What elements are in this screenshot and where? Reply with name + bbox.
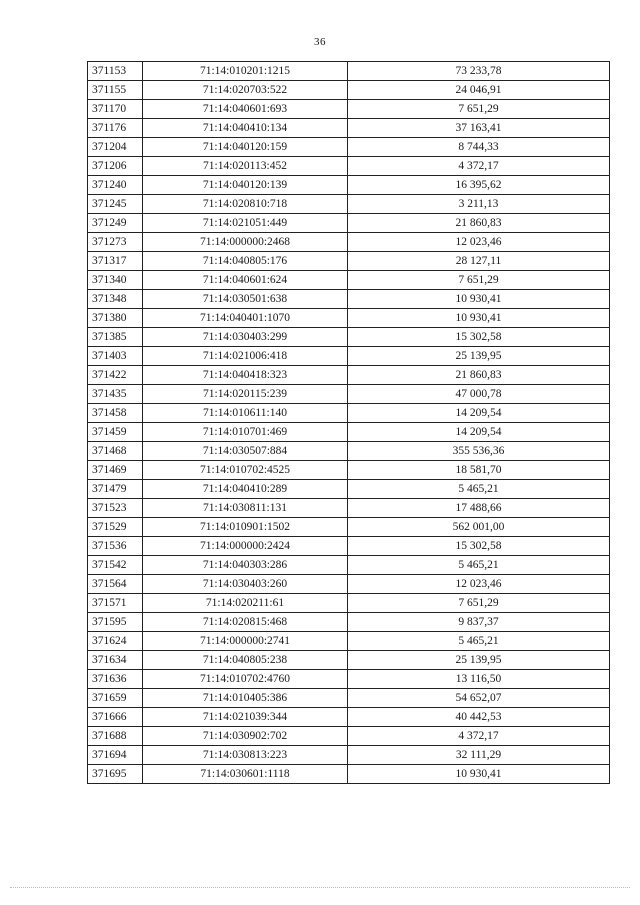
table-row [88,442,610,461]
amount-cell: 10 930,41 [348,309,610,328]
record-number-cell: 371403 [88,347,143,366]
record-number-cell: 371204 [88,138,143,157]
record-number-cell: 371459 [88,423,143,442]
amount-cell: 3 211,13 [348,195,610,214]
table-row [88,765,610,784]
record-number-cell: 371245 [88,195,143,214]
cadastral-number-cell: 71:14:040601:693 [143,100,348,119]
table-row [88,423,610,442]
cadastral-number-cell: 71:14:040410:289 [143,480,348,499]
record-number-cell: 371155 [88,81,143,100]
amount-cell: 12 023,46 [348,233,610,252]
cadastral-number-cell: 71:14:030813:223 [143,746,348,765]
record-number-cell: 371536 [88,537,143,556]
amount-cell: 32 111,29 [348,746,610,765]
table-row [88,176,610,195]
table-row [88,499,610,518]
amount-cell: 18 581,70 [348,461,610,480]
table-row [88,252,610,271]
cadastral-number-cell: 71:14:010201:1215 [143,62,348,81]
record-number-cell: 371468 [88,442,143,461]
record-number-cell: 371249 [88,214,143,233]
cadastral-number-cell: 71:14:000000:2468 [143,233,348,252]
record-number-cell: 371571 [88,594,143,613]
table-row [88,385,610,404]
amount-cell: 14 209,54 [348,423,610,442]
cadastral-number-cell: 71:14:030403:260 [143,575,348,594]
record-number-cell: 371469 [88,461,143,480]
table-row [88,290,610,309]
amount-cell: 4 372,17 [348,157,610,176]
cadastral-number-cell: 71:14:040410:134 [143,119,348,138]
cadastral-number-cell: 71:14:021006:418 [143,347,348,366]
table-row [88,708,610,727]
cadastral-number-cell: 71:14:020703:522 [143,81,348,100]
cadastral-number-cell: 71:14:010611:140 [143,404,348,423]
table-row [88,689,610,708]
cadastral-number-cell: 71:14:020815:468 [143,613,348,632]
record-number-cell: 371435 [88,385,143,404]
record-number-cell: 371422 [88,366,143,385]
table-row [88,461,610,480]
record-number-cell: 371176 [88,119,143,138]
record-number-cell: 371523 [88,499,143,518]
amount-cell: 15 302,58 [348,537,610,556]
amount-cell: 9 837,37 [348,613,610,632]
record-number-cell: 371542 [88,556,143,575]
cadastral-number-cell: 71:14:010901:1502 [143,518,348,537]
amount-cell: 37 163,41 [348,119,610,138]
record-number-cell: 371636 [88,670,143,689]
record-number-cell: 371479 [88,480,143,499]
record-number-cell: 371206 [88,157,143,176]
record-number-cell: 371595 [88,613,143,632]
amount-cell: 28 127,11 [348,252,610,271]
record-number-cell: 371695 [88,765,143,784]
cadastral-number-cell: 71:14:000000:2741 [143,632,348,651]
record-number-cell: 371340 [88,271,143,290]
amount-cell: 5 465,21 [348,556,610,575]
amount-cell: 7 651,29 [348,594,610,613]
amount-cell: 16 395,62 [348,176,610,195]
cadastral-number-cell: 71:14:040303:286 [143,556,348,575]
cadastral-number-cell: 71:14:020115:239 [143,385,348,404]
table-row [88,81,610,100]
amount-cell: 21 860,83 [348,214,610,233]
table-row [88,518,610,537]
cadastral-number-cell: 71:14:030507:884 [143,442,348,461]
record-number-cell: 371634 [88,651,143,670]
amount-cell: 10 930,41 [348,290,610,309]
table-row [88,613,610,632]
cadastral-number-cell: 71:14:030501:638 [143,290,348,309]
amount-cell: 47 000,78 [348,385,610,404]
amount-cell: 5 465,21 [348,632,610,651]
table-row [88,100,610,119]
table-row [88,575,610,594]
cadastral-number-cell: 71:14:030601:1118 [143,765,348,784]
cadastral-number-cell: 71:14:000000:2424 [143,537,348,556]
amount-cell: 12 023,46 [348,575,610,594]
cadastral-number-cell: 71:14:030811:131 [143,499,348,518]
table-row [88,347,610,366]
table-row [88,556,610,575]
amount-cell: 562 001,00 [348,518,610,537]
footer-divider [10,887,630,889]
cadastral-number-cell: 71:14:040805:176 [143,252,348,271]
cadastral-number-cell: 71:14:021039:344 [143,708,348,727]
cadastral-number-cell: 71:14:030403:299 [143,328,348,347]
record-number-cell: 371380 [88,309,143,328]
amount-cell: 5 465,21 [348,480,610,499]
record-number-cell: 371529 [88,518,143,537]
page-number: 36 [314,36,326,48]
record-number-cell: 371240 [88,176,143,195]
record-number-cell: 371273 [88,233,143,252]
amount-cell: 14 209,54 [348,404,610,423]
table-row [88,138,610,157]
amount-cell: 13 116,50 [348,670,610,689]
record-number-cell: 371666 [88,708,143,727]
cadastral-number-cell: 71:14:020211:61 [143,594,348,613]
registry-table [87,61,610,784]
amount-cell: 17 488,66 [348,499,610,518]
table-row [88,195,610,214]
record-number-cell: 371564 [88,575,143,594]
record-number-cell: 371153 [88,62,143,81]
amount-cell: 24 046,91 [348,81,610,100]
table-row [88,328,610,347]
cadastral-number-cell: 71:14:020810:718 [143,195,348,214]
amount-cell: 25 139,95 [348,347,610,366]
table-row [88,214,610,233]
table-row [88,271,610,290]
registry-table-body [88,62,610,784]
amount-cell: 25 139,95 [348,651,610,670]
table-row [88,119,610,138]
amount-cell: 4 372,17 [348,727,610,746]
table-row [88,746,610,765]
cadastral-number-cell: 71:14:010701:469 [143,423,348,442]
table-row [88,651,610,670]
cadastral-number-cell: 71:14:040418:323 [143,366,348,385]
record-number-cell: 371170 [88,100,143,119]
cadastral-number-cell: 71:14:010405:386 [143,689,348,708]
amount-cell: 7 651,29 [348,271,610,290]
table-row [88,670,610,689]
table-row [88,480,610,499]
amount-cell: 54 652,07 [348,689,610,708]
table-row [88,537,610,556]
table-row [88,309,610,328]
table-row [88,366,610,385]
cadastral-number-cell: 71:14:021051:449 [143,214,348,233]
cadastral-number-cell: 71:14:020113:452 [143,157,348,176]
cadastral-number-cell: 71:14:040401:1070 [143,309,348,328]
cadastral-number-cell: 71:14:040120:139 [143,176,348,195]
table-row [88,157,610,176]
amount-cell: 355 536,36 [348,442,610,461]
table-row [88,594,610,613]
amount-cell: 8 744,33 [348,138,610,157]
amount-cell: 10 930,41 [348,765,610,784]
amount-cell: 40 442,53 [348,708,610,727]
table-row [88,233,610,252]
amount-cell: 21 860,83 [348,366,610,385]
amount-cell: 15 302,58 [348,328,610,347]
cadastral-number-cell: 71:14:040601:624 [143,271,348,290]
table-row [88,404,610,423]
cadastral-number-cell: 71:14:030902:702 [143,727,348,746]
cadastral-number-cell: 71:14:010702:4525 [143,461,348,480]
amount-cell: 73 233,78 [348,62,610,81]
record-number-cell: 371659 [88,689,143,708]
record-number-cell: 371688 [88,727,143,746]
table-row [88,62,610,81]
table-row [88,727,610,746]
record-number-cell: 371624 [88,632,143,651]
record-number-cell: 371385 [88,328,143,347]
record-number-cell: 371458 [88,404,143,423]
cadastral-number-cell: 71:14:040120:159 [143,138,348,157]
record-number-cell: 371694 [88,746,143,765]
record-number-cell: 371317 [88,252,143,271]
cadastral-number-cell: 71:14:040805:238 [143,651,348,670]
cadastral-number-cell: 71:14:010702:4760 [143,670,348,689]
record-number-cell: 371348 [88,290,143,309]
amount-cell: 7 651,29 [348,100,610,119]
table-row [88,632,610,651]
